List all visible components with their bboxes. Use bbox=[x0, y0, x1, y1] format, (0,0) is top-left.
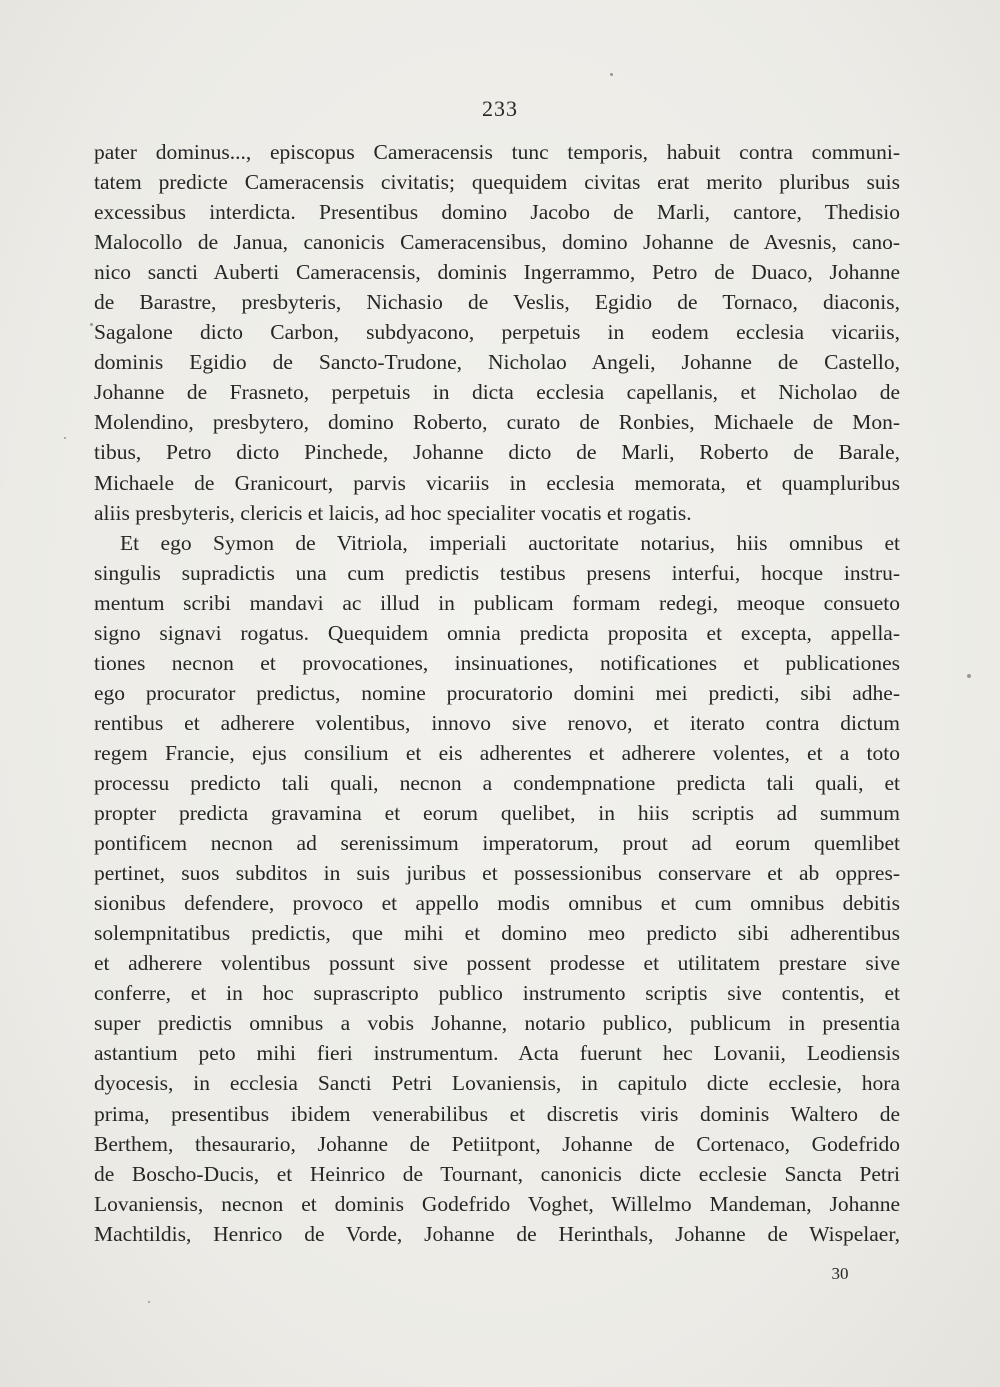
text-line: Machtildis, Henrico de Vorde, Johanne de Herinthals, Johanne de Wispelaer, bbox=[94, 1221, 900, 1246]
text-line: dyocesis, in ecclesia Sancti Petri Lovaniensis, in capitulo dicte ecclesie, hora bbox=[94, 1071, 900, 1096]
text-line: tatem predicte Cameracensis civitatis; quequidem civitas erat merito pluribus suis bbox=[94, 170, 900, 195]
text-line: excessibus interdicta. Presentibus domino Jacobo de Marli, cantore, Thedisio bbox=[94, 200, 900, 225]
text-line: et adherere volentibus possunt sive possent prodesse et utilitatem prestare sive bbox=[94, 951, 900, 976]
text-line: pontificem necnon ad serenissimum imperatorum, prout ad eorum quemlibet bbox=[94, 831, 900, 856]
text-line: sionibus defendere, provoco et appello modis omnibus et cum omnibus debitis bbox=[94, 891, 900, 916]
text-line: Lovaniensis, necnon et dominis Godefrido Voghet, Willelmo Mandeman, Johanne bbox=[94, 1191, 900, 1216]
text-line: nico sancti Auberti Cameracensis, dominis Ingerrammo, Petro de Duaco, Johanne bbox=[94, 260, 900, 285]
text-line: solempnitatibus predictis, que mihi et domino meo predicto sibi adherentibus bbox=[94, 921, 900, 946]
paper-speck bbox=[967, 674, 971, 678]
text-line: dominis Egidio de Sancto-Trudone, Nicholao Angeli, Johanne de Castello, bbox=[94, 350, 900, 375]
page-number: 233 bbox=[482, 96, 518, 121]
text-line: regem Francie, ejus consilium et eis adherentes et adherere volentes, et a toto bbox=[94, 740, 900, 765]
text-line: Berthem, thesaurario, Johanne de Petiitpont, Johanne de Cortenaco, Godefrido bbox=[94, 1131, 900, 1156]
text-line: ego procurator predictus, nomine procuratorio domini mei predicti, sibi adhe- bbox=[94, 680, 900, 705]
paper-speck bbox=[148, 1301, 150, 1303]
text-line: tiones necnon et provocationes, insinuationes, notificationes et publicationes bbox=[94, 650, 900, 675]
text-line: astantium peto mihi fieri instrumentum. Acta fuerunt hec Lovanii, Leodiensis bbox=[94, 1041, 900, 1066]
text-line: Molendino, presbytero, domino Roberto, curato de Ronbies, Michaele de Mon- bbox=[94, 410, 900, 435]
text-line: Michaele de Granicourt, parvis vicariis in ecclesia memorata, et quampluribus bbox=[94, 470, 900, 495]
text-line: processu predicto tali quali, necnon a condempnatione predicta tali quali, et bbox=[94, 770, 900, 795]
text-line: pertinet, suos subditos in suis juribus et possessionibus conservare et ab oppres- bbox=[94, 861, 900, 886]
text-line: de Boscho-Ducis, et Heinrico de Tournant, canonicis dicte ecclesie Sancta Petri bbox=[94, 1161, 900, 1186]
signature-mark: 30 bbox=[831, 1264, 849, 1283]
paper-speck bbox=[90, 323, 93, 326]
text-line: aliis presbyteris, clericis et laicis, ad hoc specialiter vocatis et rogatis. bbox=[94, 500, 692, 525]
paper-speck bbox=[64, 437, 66, 439]
paragraph-notary bbox=[94, 528, 900, 1249]
text-line: Johanne de Frasneto, perpetuis in dicta ecclesia capellanis, et Nicholao de bbox=[94, 380, 900, 405]
text-line: de Barastre, presbyteris, Nichasio de Veslis, Egidio de Tornaco, diaconis, bbox=[94, 290, 900, 315]
body-text bbox=[94, 137, 900, 1249]
text-line: signo signavi rogatus. Quequidem omnia predicta proposita et excepta, appella- bbox=[94, 620, 900, 645]
text-line: propter predicta gravamina et eorum quelibet, in hiis scriptis ad summum bbox=[94, 801, 900, 826]
text-line: conferre, et in hoc suprascripto publico instrumento scriptis sive contentis, et bbox=[94, 981, 900, 1006]
text-line: tibus, Petro dicto Pinchede, Johanne dicto de Marli, Roberto de Barale, bbox=[94, 440, 900, 465]
paper-speck bbox=[610, 73, 613, 76]
text-line: singulis supradictis una cum predictis testibus presens interfui, hocque instru- bbox=[94, 560, 900, 585]
text-line: prima, presentibus ibidem venerabilibus et discretis viris dominis Waltero de bbox=[94, 1101, 900, 1126]
paragraph-witnesses bbox=[94, 137, 900, 528]
text-line: Malocollo de Janua, canonicis Cameracensibus, domino Johanne de Avesnis, cano- bbox=[94, 230, 900, 255]
text-line: Et ego Symon de Vitriola, imperiali auctoritate notarius, hiis omnibus et bbox=[120, 530, 900, 555]
text-line: super predictis omnibus a vobis Johanne, notario publico, publicum in presentia bbox=[94, 1011, 900, 1036]
text-line: pater dominus..., episcopus Cameracensis tunc temporis, habuit contra communi- bbox=[94, 140, 900, 164]
text-line: mentum scribi mandavi ac illud in publicam formam redegi, meoque consueto bbox=[94, 590, 900, 615]
text-line: rentibus et adherere volentibus, innovo sive renovo, et iterato contra dictum bbox=[94, 710, 900, 735]
text-line: Sagalone dicto Carbon, subdyacono, perpetuis in eodem ecclesia vicariis, bbox=[94, 320, 900, 345]
